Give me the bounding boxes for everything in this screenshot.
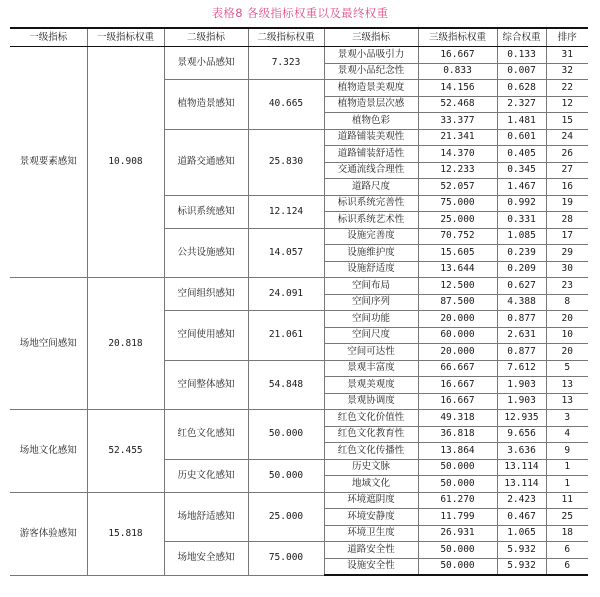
level2-weight-cell: 21.061 — [248, 311, 324, 361]
table-body — [10, 47, 588, 576]
level3-name-cell: 环境卫生度 — [324, 525, 418, 542]
combined-weight-cell: 0.007 — [497, 63, 546, 80]
level3-weight-cell: 33.377 — [418, 113, 497, 130]
level3-name-cell: 植物造景美观度 — [324, 80, 418, 97]
table-caption: 表格8 各级指标权重以及最终权重 — [211, 6, 389, 20]
table-row — [10, 492, 588, 509]
header-cell: 二级指标 — [164, 28, 248, 47]
level2-name-cell: 景观小品感知 — [164, 47, 248, 80]
level3-name-cell: 设施安全性 — [324, 558, 418, 575]
rank-cell: 18 — [546, 525, 588, 542]
rank-cell: 19 — [546, 195, 588, 212]
rank-cell: 27 — [546, 162, 588, 179]
level3-name-cell: 历史文脉 — [324, 459, 418, 476]
combined-weight-cell: 13.114 — [497, 476, 546, 493]
level3-weight-cell: 50.000 — [418, 476, 497, 493]
rank-cell: 22 — [546, 80, 588, 97]
level2-name-cell: 空间整体感知 — [164, 360, 248, 410]
rank-cell: 3 — [546, 410, 588, 427]
level3-weight-cell: 50.000 — [418, 542, 497, 559]
level3-weight-cell: 15.605 — [418, 245, 497, 262]
rank-cell: 1 — [546, 459, 588, 476]
level3-weight-cell: 50.000 — [418, 459, 497, 476]
level3-weight-cell: 11.799 — [418, 509, 497, 526]
level3-name-cell: 空间功能 — [324, 311, 418, 328]
level3-name-cell: 红色文化传播性 — [324, 443, 418, 460]
level1-weight-cell: 15.818 — [87, 492, 164, 575]
rank-cell: 6 — [546, 558, 588, 575]
level2-weight-cell: 40.665 — [248, 80, 324, 130]
combined-weight-cell: 1.085 — [497, 228, 546, 245]
level3-weight-cell: 21.341 — [418, 129, 497, 146]
level3-name-cell: 红色文化教育性 — [324, 426, 418, 443]
level3-weight-cell: 20.000 — [418, 344, 497, 361]
level3-name-cell: 道路铺装舒适性 — [324, 146, 418, 163]
level3-weight-cell: 16.667 — [418, 393, 497, 410]
combined-weight-cell: 1.481 — [497, 113, 546, 130]
combined-weight-cell: 0.992 — [497, 195, 546, 212]
combined-weight-cell: 2.423 — [497, 492, 546, 509]
level3-name-cell: 空间序列 — [324, 294, 418, 311]
rank-cell: 17 — [546, 228, 588, 245]
combined-weight-cell: 1.065 — [497, 525, 546, 542]
combined-weight-cell: 0.239 — [497, 245, 546, 262]
rank-cell: 8 — [546, 294, 588, 311]
level2-name-cell: 植物造景感知 — [164, 80, 248, 130]
rank-cell: 13 — [546, 393, 588, 410]
level3-name-cell: 标识系统完善性 — [324, 195, 418, 212]
rank-cell: 1 — [546, 476, 588, 493]
level3-name-cell: 景观小品纪念性 — [324, 63, 418, 80]
combined-weight-cell: 4.388 — [497, 294, 546, 311]
level3-name-cell: 地域文化 — [324, 476, 418, 493]
level3-name-cell: 设施完善度 — [324, 228, 418, 245]
level2-weight-cell: 24.091 — [248, 278, 324, 311]
level3-weight-cell: 12.500 — [418, 278, 497, 295]
combined-weight-cell: 0.405 — [497, 146, 546, 163]
combined-weight-cell: 0.345 — [497, 162, 546, 179]
level2-weight-cell: 75.000 — [248, 542, 324, 576]
level2-weight-cell: 14.057 — [248, 228, 324, 278]
level2-weight-cell: 25.000 — [248, 492, 324, 542]
combined-weight-cell: 0.877 — [497, 311, 546, 328]
level3-name-cell: 道路安全性 — [324, 542, 418, 559]
rank-cell: 24 — [546, 129, 588, 146]
table-row — [10, 47, 588, 64]
level3-weight-cell: 52.057 — [418, 179, 497, 196]
combined-weight-cell: 0.601 — [497, 129, 546, 146]
weights-table — [10, 27, 588, 576]
rank-cell: 31 — [546, 47, 588, 64]
level1-weight-cell: 52.455 — [87, 410, 164, 493]
header-cell: 三级指标权重 — [418, 28, 497, 47]
rank-cell: 11 — [546, 492, 588, 509]
level3-weight-cell: 13.644 — [418, 261, 497, 278]
combined-weight-cell: 13.114 — [497, 459, 546, 476]
combined-weight-cell: 1.903 — [497, 377, 546, 394]
header-cell: 二级指标权重 — [248, 28, 324, 47]
combined-weight-cell: 5.932 — [497, 542, 546, 559]
level3-name-cell: 设施维护度 — [324, 245, 418, 262]
level1-name-cell: 景观要素感知 — [10, 47, 87, 278]
combined-weight-cell: 3.636 — [497, 443, 546, 460]
level3-weight-cell: 61.270 — [418, 492, 497, 509]
level3-name-cell: 植物造景层次感 — [324, 96, 418, 113]
level2-name-cell: 历史文化感知 — [164, 459, 248, 492]
level2-weight-cell: 54.848 — [248, 360, 324, 410]
combined-weight-cell: 9.656 — [497, 426, 546, 443]
level3-weight-cell: 66.667 — [418, 360, 497, 377]
combined-weight-cell: 0.133 — [497, 47, 546, 64]
rank-cell: 6 — [546, 542, 588, 559]
combined-weight-cell: 1.467 — [497, 179, 546, 196]
header-cell: 一级指标权重 — [87, 28, 164, 47]
rank-cell: 10 — [546, 327, 588, 344]
level3-name-cell: 设施舒适度 — [324, 261, 418, 278]
table-row — [10, 410, 588, 427]
level2-name-cell: 红色文化感知 — [164, 410, 248, 460]
level2-weight-cell: 7.323 — [248, 47, 324, 80]
level2-name-cell: 标识系统感知 — [164, 195, 248, 228]
level3-weight-cell: 60.000 — [418, 327, 497, 344]
rank-cell: 20 — [546, 311, 588, 328]
rank-cell: 5 — [546, 360, 588, 377]
level3-weight-cell: 25.000 — [418, 212, 497, 229]
level2-name-cell: 道路交通感知 — [164, 129, 248, 195]
rank-cell: 9 — [546, 443, 588, 460]
rank-cell: 23 — [546, 278, 588, 295]
level3-name-cell: 景观小品吸引力 — [324, 47, 418, 64]
level3-name-cell: 环境安静度 — [324, 509, 418, 526]
combined-weight-cell: 0.628 — [497, 80, 546, 97]
level2-name-cell: 场地舒适感知 — [164, 492, 248, 542]
level3-weight-cell: 87.500 — [418, 294, 497, 311]
level3-weight-cell: 52.468 — [418, 96, 497, 113]
level2-name-cell: 公共设施感知 — [164, 228, 248, 278]
combined-weight-cell: 0.331 — [497, 212, 546, 229]
level3-weight-cell: 12.233 — [418, 162, 497, 179]
rank-cell: 29 — [546, 245, 588, 262]
rank-cell: 15 — [546, 113, 588, 130]
level3-name-cell: 环境遮阴度 — [324, 492, 418, 509]
level3-name-cell: 景观美观度 — [324, 377, 418, 394]
level3-name-cell: 道路尺度 — [324, 179, 418, 196]
rank-cell: 12 — [546, 96, 588, 113]
rank-cell: 26 — [546, 146, 588, 163]
combined-weight-cell: 1.903 — [497, 393, 546, 410]
combined-weight-cell: 7.612 — [497, 360, 546, 377]
level3-name-cell: 空间尺度 — [324, 327, 418, 344]
level1-weight-cell: 20.818 — [87, 278, 164, 410]
level3-weight-cell: 0.833 — [418, 63, 497, 80]
level3-name-cell: 空间可达性 — [324, 344, 418, 361]
level3-weight-cell: 14.370 — [418, 146, 497, 163]
header-cell: 排序 — [546, 28, 588, 47]
header-cell: 一级指标 — [10, 28, 87, 47]
level3-name-cell: 空间布局 — [324, 278, 418, 295]
level3-weight-cell: 70.752 — [418, 228, 497, 245]
level3-weight-cell: 26.931 — [418, 525, 497, 542]
combined-weight-cell: 12.935 — [497, 410, 546, 427]
level2-weight-cell: 12.124 — [248, 195, 324, 228]
combined-weight-cell: 2.631 — [497, 327, 546, 344]
rank-cell: 28 — [546, 212, 588, 229]
rank-cell: 13 — [546, 377, 588, 394]
level2-name-cell: 空间使用感知 — [164, 311, 248, 361]
combined-weight-cell: 0.877 — [497, 344, 546, 361]
combined-weight-cell: 2.327 — [497, 96, 546, 113]
level1-name-cell: 场地文化感知 — [10, 410, 87, 493]
header-cell: 三级指标 — [324, 28, 418, 47]
rank-cell: 25 — [546, 509, 588, 526]
level3-weight-cell: 14.156 — [418, 80, 497, 97]
level2-name-cell: 场地安全感知 — [164, 542, 248, 576]
rank-cell: 16 — [546, 179, 588, 196]
level3-weight-cell: 20.000 — [418, 311, 497, 328]
level1-weight-cell: 10.908 — [87, 47, 164, 278]
combined-weight-cell: 0.209 — [497, 261, 546, 278]
combined-weight-cell: 0.467 — [497, 509, 546, 526]
level1-name-cell: 游客体验感知 — [10, 492, 87, 575]
level3-weight-cell: 75.000 — [418, 195, 497, 212]
level3-weight-cell: 16.667 — [418, 377, 497, 394]
level3-name-cell: 道路铺装美观性 — [324, 129, 418, 146]
level2-weight-cell: 50.000 — [248, 410, 324, 460]
combined-weight-cell: 5.932 — [497, 558, 546, 575]
level2-weight-cell: 25.830 — [248, 129, 324, 195]
level2-name-cell: 空间组织感知 — [164, 278, 248, 311]
level2-weight-cell: 50.000 — [248, 459, 324, 492]
level3-weight-cell: 50.000 — [418, 558, 497, 575]
level3-weight-cell: 49.318 — [418, 410, 497, 427]
level3-weight-cell: 13.864 — [418, 443, 497, 460]
level3-name-cell: 红色文化价值性 — [324, 410, 418, 427]
level3-weight-cell: 36.818 — [418, 426, 497, 443]
level3-weight-cell: 16.667 — [418, 47, 497, 64]
header-cell: 综合权重 — [497, 28, 546, 47]
level3-name-cell: 景观丰富度 — [324, 360, 418, 377]
level3-name-cell: 交通流线合理性 — [324, 162, 418, 179]
table-row — [10, 278, 588, 295]
rank-cell: 32 — [546, 63, 588, 80]
combined-weight-cell: 0.627 — [497, 278, 546, 295]
level3-name-cell: 标识系统艺术性 — [324, 212, 418, 229]
rank-cell: 30 — [546, 261, 588, 278]
level3-name-cell: 景观协调度 — [324, 393, 418, 410]
header-row — [10, 28, 588, 47]
level3-name-cell: 植物色彩 — [324, 113, 418, 130]
rank-cell: 20 — [546, 344, 588, 361]
rank-cell: 4 — [546, 426, 588, 443]
level1-name-cell: 场地空间感知 — [10, 278, 87, 410]
